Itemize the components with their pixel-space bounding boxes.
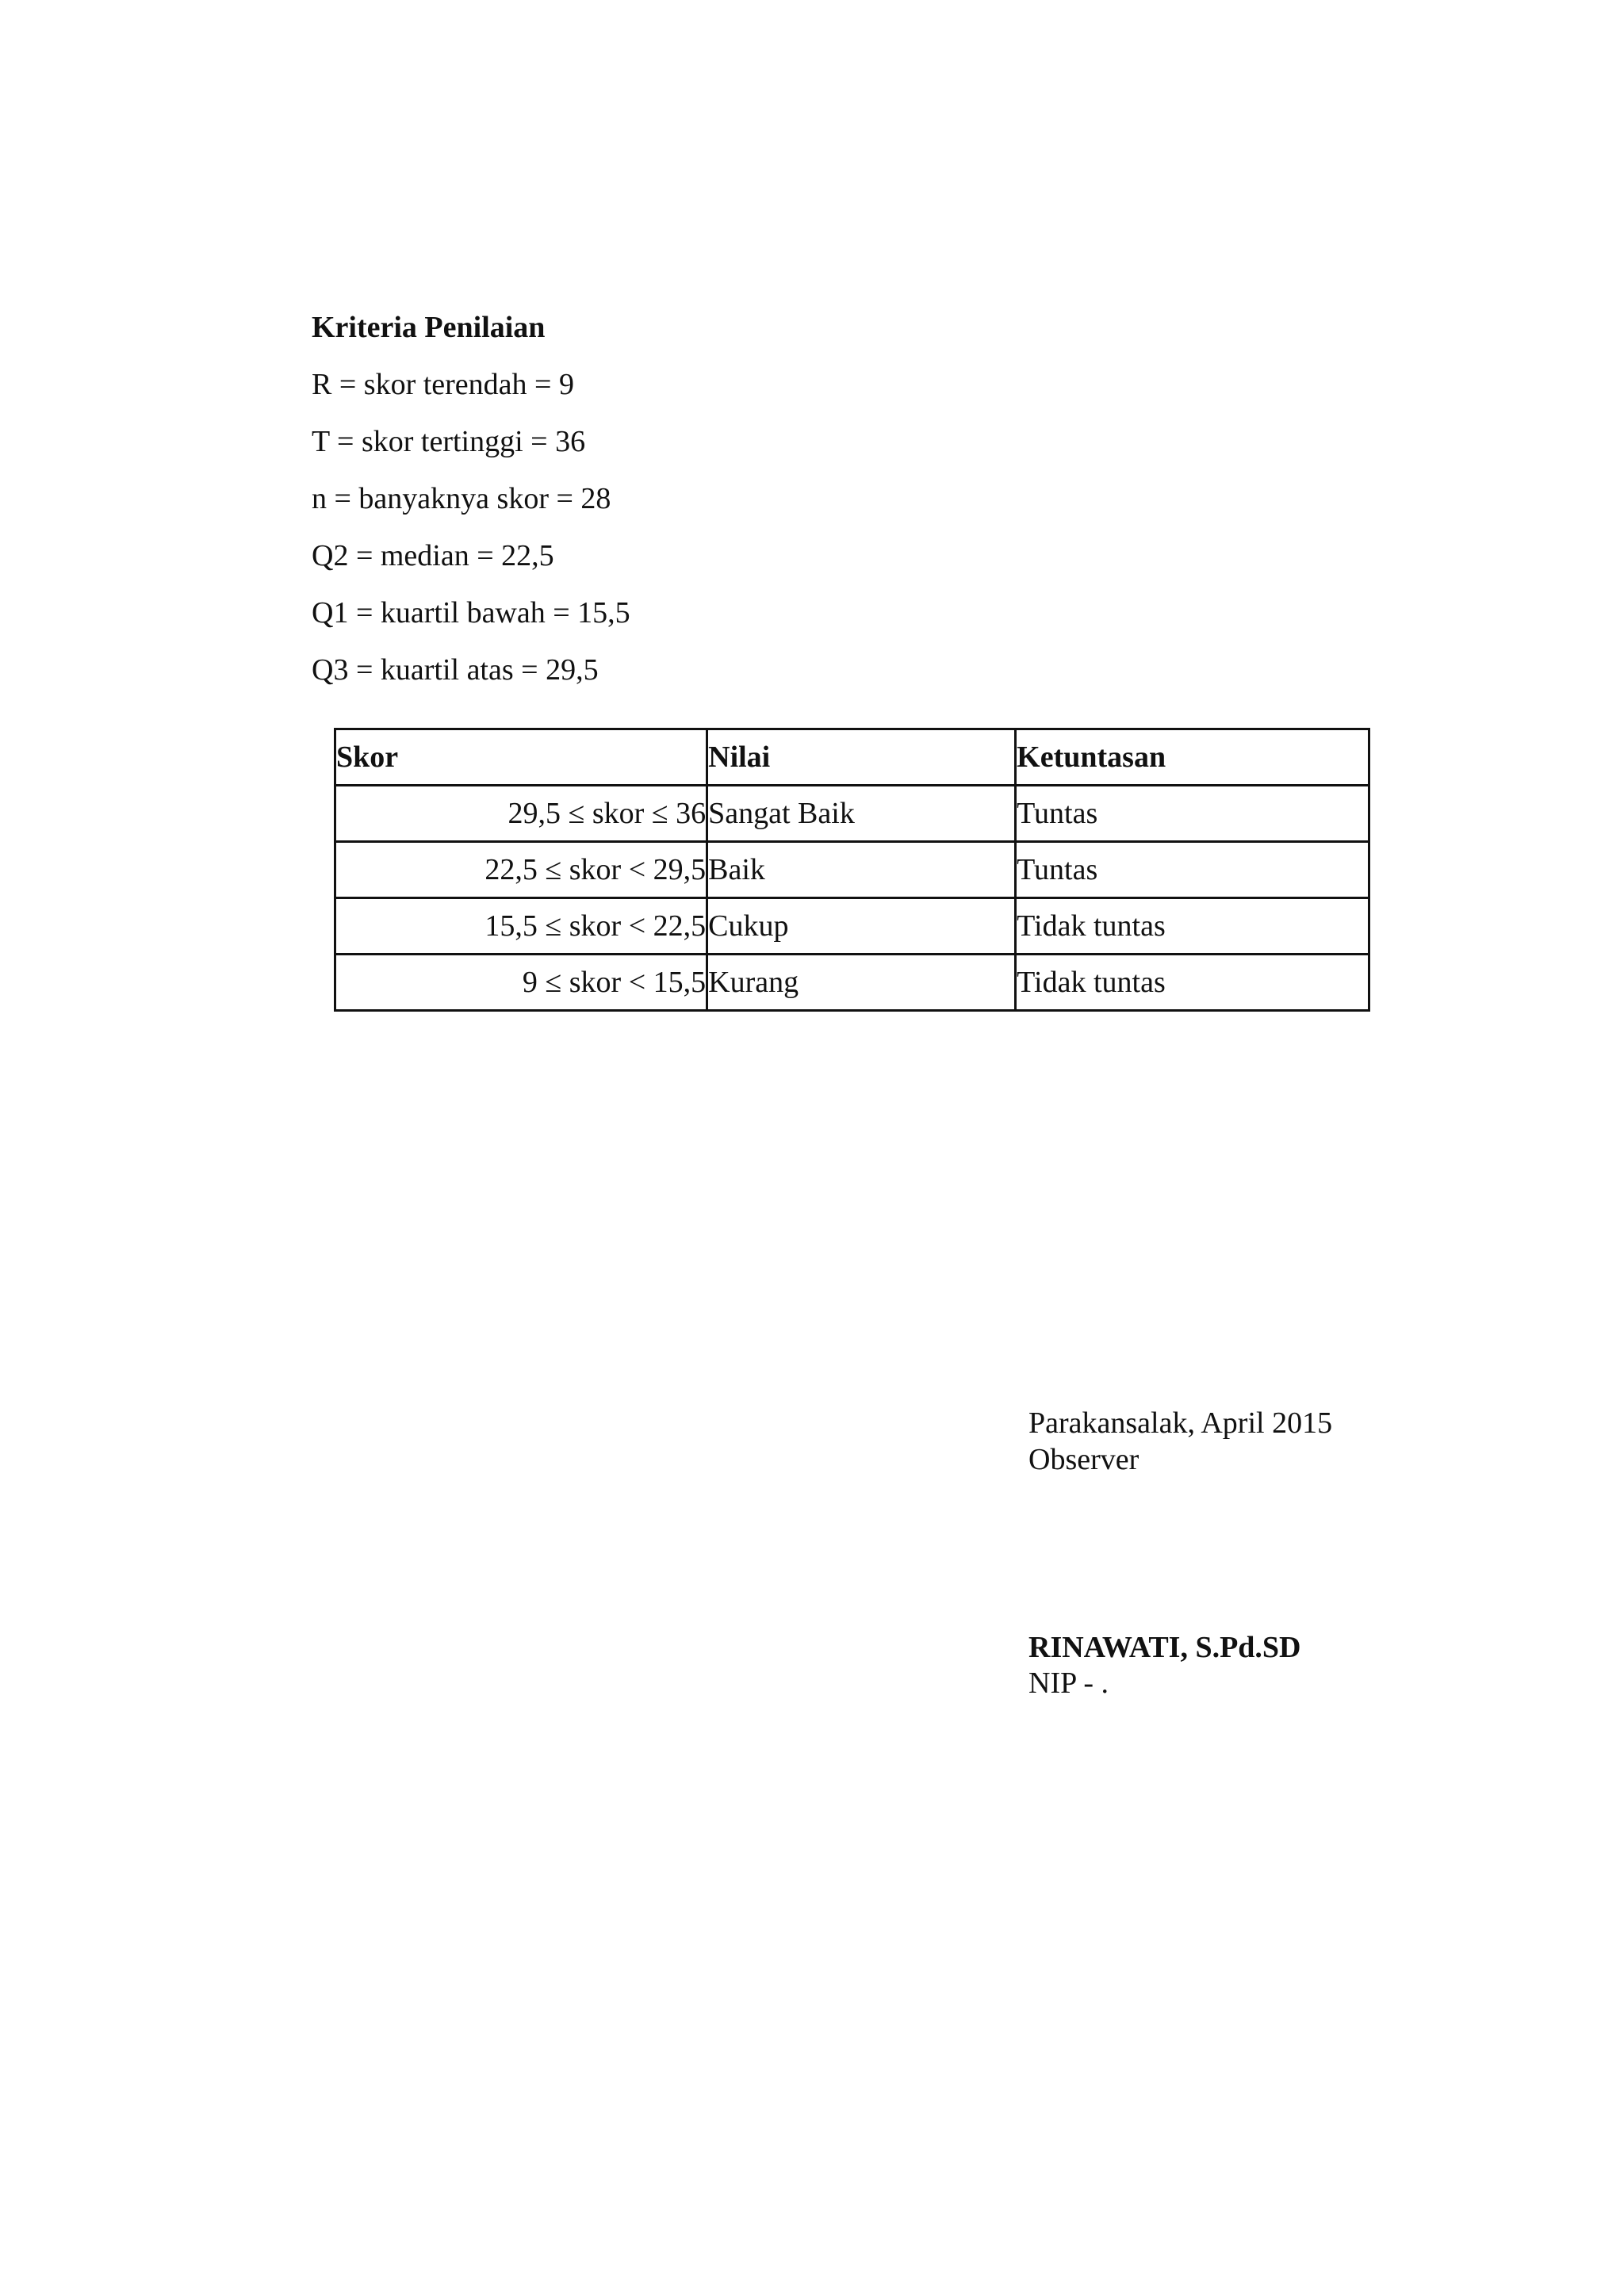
signature-place-date: Parakansalak, April 2015 xyxy=(1028,1406,1333,1440)
stat-upper-quartile: Q3 = kuartil atas = 29,5 xyxy=(312,653,599,687)
criteria-table xyxy=(334,728,1370,1012)
cell-ketuntasan: Tidak tuntas xyxy=(1016,955,1369,1011)
signature-nip: NIP - . xyxy=(1028,1667,1109,1700)
header-ketuntasan: Ketuntasan xyxy=(1016,729,1369,786)
cell-ketuntasan: Tidak tuntas xyxy=(1016,898,1369,955)
cell-skor: 15,5 ≤ skor < 22,5 xyxy=(335,898,707,955)
table-row xyxy=(335,786,1369,842)
cell-nilai: Baik xyxy=(707,842,1016,898)
cell-skor: 29,5 ≤ skor ≤ 36 xyxy=(335,786,707,842)
signature-name: RINAWATI, S.Pd.SD xyxy=(1028,1631,1301,1664)
cell-nilai: Cukup xyxy=(707,898,1016,955)
stat-median: Q2 = median = 22,5 xyxy=(312,539,554,572)
stat-lowest-score: R = skor terendah = 9 xyxy=(312,368,574,401)
stat-highest-score: T = skor tertinggi = 36 xyxy=(312,425,586,458)
stat-lower-quartile: Q1 = kuartil bawah = 15,5 xyxy=(312,596,630,629)
cell-nilai: Kurang xyxy=(707,955,1016,1011)
table-row xyxy=(335,898,1369,955)
page-title: Kriteria Penilaian xyxy=(312,311,546,344)
cell-skor: 9 ≤ skor < 15,5 xyxy=(335,955,707,1011)
header-skor: Skor xyxy=(335,729,707,786)
table-row xyxy=(335,842,1369,898)
table-row xyxy=(335,955,1369,1011)
header-nilai: Nilai xyxy=(707,729,1016,786)
stat-score-count: n = banyaknya skor = 28 xyxy=(312,482,611,515)
table-header-row xyxy=(335,729,1369,786)
cell-ketuntasan: Tuntas xyxy=(1016,786,1369,842)
cell-ketuntasan: Tuntas xyxy=(1016,842,1369,898)
cell-skor: 22,5 ≤ skor < 29,5 xyxy=(335,842,707,898)
signature-role: Observer xyxy=(1028,1443,1139,1476)
cell-nilai: Sangat Baik xyxy=(707,786,1016,842)
